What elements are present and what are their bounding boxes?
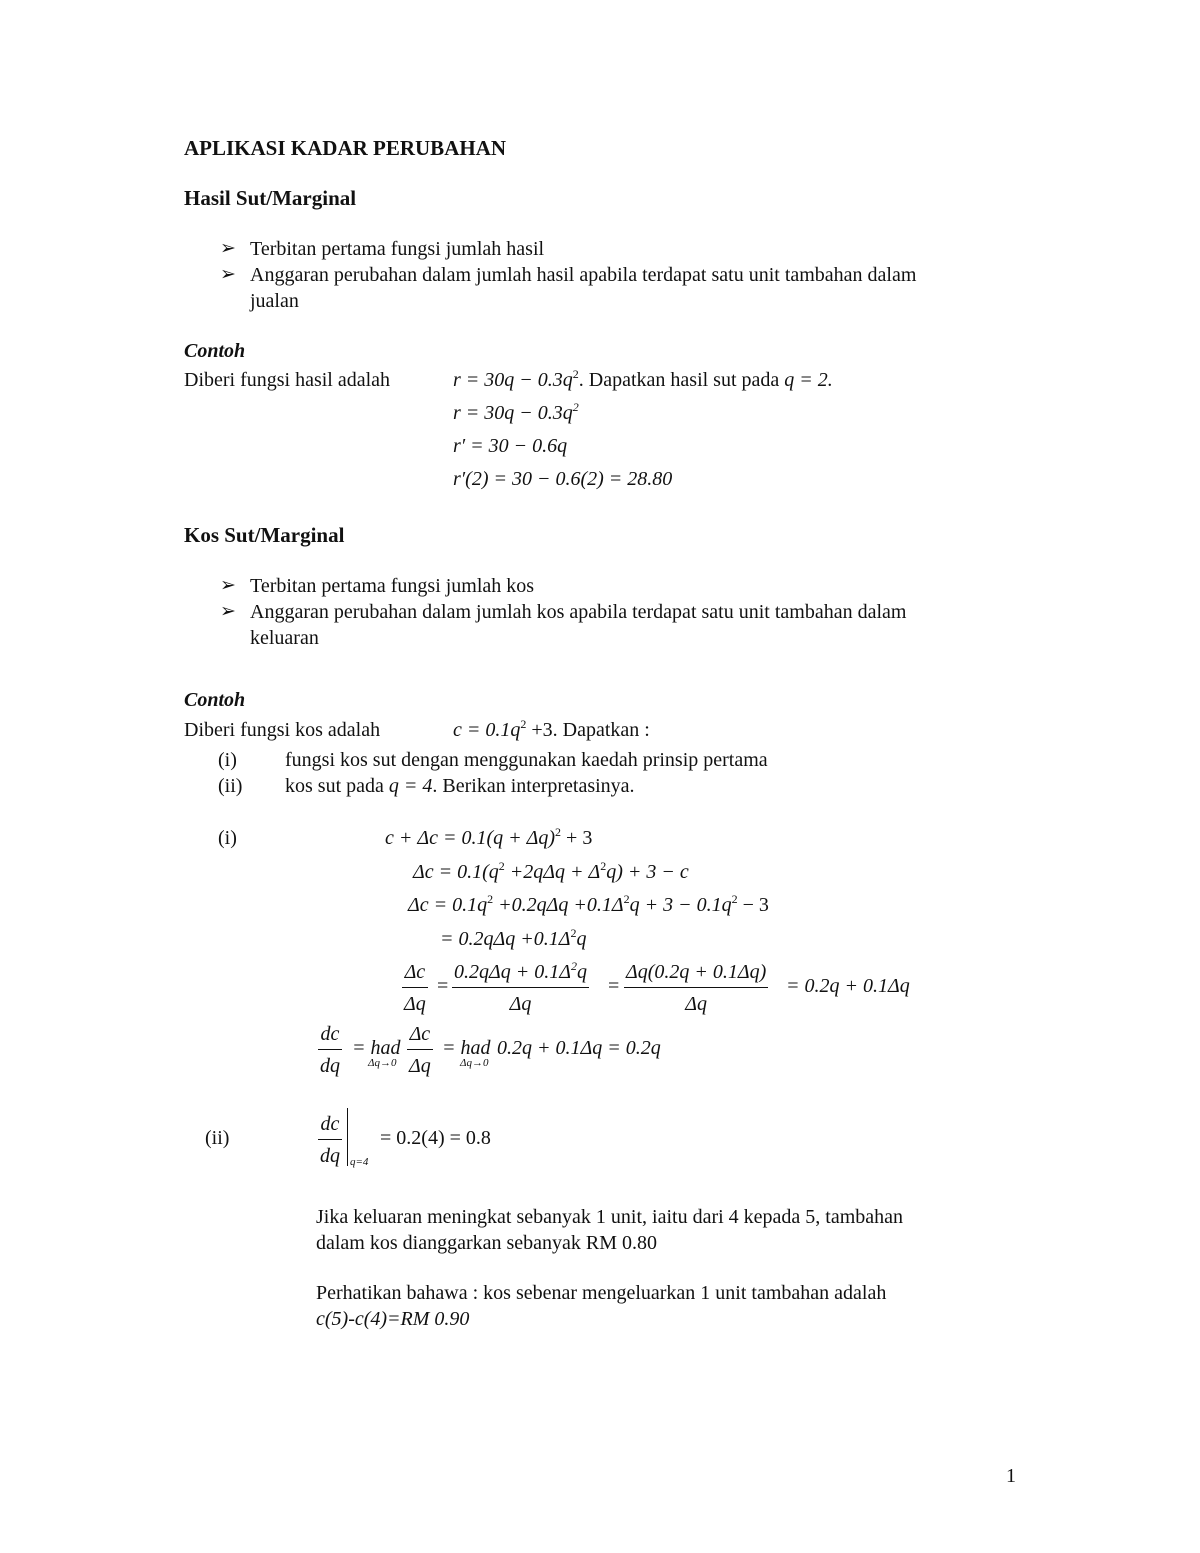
bullet-arrow-icon: ➢	[220, 575, 236, 596]
solution-line	[408, 892, 769, 916]
equals-sign: =	[608, 975, 620, 997]
exponent: 2	[570, 959, 577, 973]
page-number: 1	[1006, 1465, 1016, 1487]
section-heading-hasil-sut: Hasil Sut/Marginal	[184, 186, 357, 210]
fraction-bar	[452, 987, 589, 988]
part-text: fungsi kos sut dengan menggunakan kaedah prinsip pertama	[285, 749, 768, 771]
limit-subscript: Δq→0	[460, 1057, 489, 1069]
note-line: Perhatikan bahawa : kos sebenar mengeluarkan 1 unit tambahan adalah	[316, 1282, 887, 1304]
fraction-numerator: Δc	[409, 1023, 431, 1045]
fraction-denominator: Δq	[685, 993, 708, 1015]
fraction-denominator: Δq	[404, 993, 426, 1015]
solution-line	[413, 859, 689, 883]
solution-line	[385, 825, 593, 849]
fraction-bar	[318, 1139, 342, 1140]
solution-label: (i)	[218, 827, 237, 849]
given-text: Diberi fungsi kos adalah	[184, 719, 381, 741]
fraction-factored	[624, 962, 768, 1014]
exponent: 2	[570, 926, 577, 940]
bullet-text: Terbitan pertama fungsi jumlah hasil	[250, 238, 545, 260]
step-equation: r′(2) = 30 − 0.6(2) = 28.80	[453, 468, 673, 490]
fraction-denominator: Δq	[509, 993, 532, 1015]
line2-a: Δc = 0.1(q	[413, 861, 499, 883]
interpretation-line: Jika keluaran meningkat sebanyak 1 unit, iaitu dari 4 kepada 5, tambahan	[316, 1206, 904, 1228]
fraction-dc-dq	[318, 1024, 342, 1076]
limit-operator: = had	[352, 1037, 401, 1059]
fraction-denominator: dq	[320, 1055, 340, 1077]
limit-subscript: Δq→0	[368, 1057, 397, 1069]
evaluation-bar	[347, 1108, 348, 1166]
page-title: APLIKASI KADAR PERUBAHAN	[184, 136, 507, 160]
fraction-expanded	[452, 959, 589, 1015]
bullet-text: Anggaran perubahan dalam jumlah hasil apabila terdapat satu unit tambahan dalam	[250, 264, 917, 286]
line1-b: + 3	[561, 827, 593, 849]
given-eq-b: +3	[526, 719, 553, 741]
part-label: (i)	[218, 749, 237, 771]
exponent: 2	[572, 367, 579, 381]
equals-sign: =	[437, 975, 449, 997]
line2-c: q) + 3 − c	[606, 861, 689, 883]
step-equation: r′ = 30 − 0.6q	[453, 435, 568, 457]
section-heading-kos-sut: Kos Sut/Marginal	[184, 523, 345, 547]
bullet-text-continued: keluaran	[250, 627, 319, 649]
fraction-bar	[402, 987, 428, 988]
given-equation	[453, 367, 833, 391]
simplified-result: = 0.2q + 0.1Δq	[786, 975, 910, 997]
given-q: q = 2.	[784, 369, 833, 391]
limit-result: 0.2q + 0.1Δq = 0.2q	[497, 1037, 661, 1059]
given-eq-main: r = 30q − 0.3q	[453, 369, 573, 391]
exponent: 2	[731, 892, 738, 906]
fraction-delta-c-over-delta-q	[407, 1024, 433, 1076]
fraction-numerator: dc	[320, 1113, 340, 1135]
bullet-arrow-icon: ➢	[220, 264, 236, 285]
bullet-arrow-icon: ➢	[220, 601, 236, 622]
fraction-denominator: dq	[320, 1145, 340, 1167]
exponent: 2	[498, 859, 505, 873]
given-equation	[453, 717, 650, 741]
part-text	[285, 776, 635, 796]
fraction-numerator	[452, 959, 589, 983]
solution-label: (ii)	[205, 1127, 230, 1149]
given-tail: . Dapatkan :	[552, 719, 650, 741]
given-eq-a: c = 0.1q	[453, 719, 521, 741]
bullet-text: Terbitan pertama fungsi jumlah kos	[250, 575, 535, 597]
evaluation-result: = 0.2(4) = 0.8	[380, 1127, 491, 1149]
bullet-arrow-icon: ➢	[220, 238, 236, 259]
num-b: q	[576, 961, 587, 983]
example-label: Contoh	[184, 340, 246, 362]
fraction-numerator: dc	[320, 1023, 340, 1045]
example-label: Contoh	[184, 689, 246, 711]
part-label: (ii)	[218, 775, 243, 797]
bullet-text-continued: jualan	[250, 290, 299, 312]
line4-a: = 0.2qΔq +0.1Δ	[440, 928, 571, 950]
interpretation-line: dalam kos dianggarkan sebanyak RM 0.80	[316, 1232, 658, 1254]
line3-c: q + 3 − 0.1q	[629, 894, 732, 916]
exponent: 2	[520, 717, 527, 731]
given-tail: . Dapatkan hasil sut pada	[578, 369, 785, 391]
line2-b: +2qΔq + Δ	[504, 861, 601, 883]
bullet-text: Anggaran perubahan dalam jumlah kos apabila terdapat satu unit tambahan dalam	[250, 601, 907, 623]
note-line-formula: c(5)-c(4)=RM 0.90	[316, 1308, 470, 1330]
solution-line	[440, 926, 587, 950]
part-text-b: . Berikan interpretasinya.	[432, 775, 635, 797]
fraction-bar	[407, 1049, 433, 1050]
fraction-numerator: Δq(0.2q + 0.1Δq)	[626, 961, 767, 983]
line1-a: c + Δc = 0.1(q + Δq)	[385, 827, 556, 849]
fraction-dc-dq	[318, 1114, 342, 1166]
exponent: 2	[600, 859, 607, 873]
limit-operator: = had	[442, 1037, 491, 1059]
exponent: 2	[487, 892, 494, 906]
fraction-delta-c-over-delta-q	[402, 962, 428, 1014]
fraction-bar	[624, 987, 768, 988]
fraction-denominator: Δq	[409, 1055, 431, 1077]
evaluation-subscript: q=4	[350, 1156, 369, 1168]
exponent: 2	[572, 400, 579, 414]
line4-b: q	[576, 928, 587, 950]
line3-a: Δc = 0.1q	[408, 894, 488, 916]
line3-b: +0.2qΔq +0.1Δ	[493, 894, 624, 916]
exponent: 2	[623, 892, 630, 906]
num-a: 0.2qΔq + 0.1Δ	[454, 961, 571, 983]
step1-main: r = 30q − 0.3q	[453, 402, 573, 424]
fraction-bar	[318, 1049, 342, 1050]
exponent: 2	[555, 825, 562, 839]
part-text-q: q = 4	[388, 775, 433, 797]
given-text: Diberi fungsi hasil adalah	[184, 369, 391, 391]
part-text-a: kos sut pada	[285, 775, 389, 797]
line3-d: − 3	[737, 894, 769, 916]
step-equation	[453, 400, 579, 424]
fraction-numerator: Δc	[404, 961, 426, 983]
